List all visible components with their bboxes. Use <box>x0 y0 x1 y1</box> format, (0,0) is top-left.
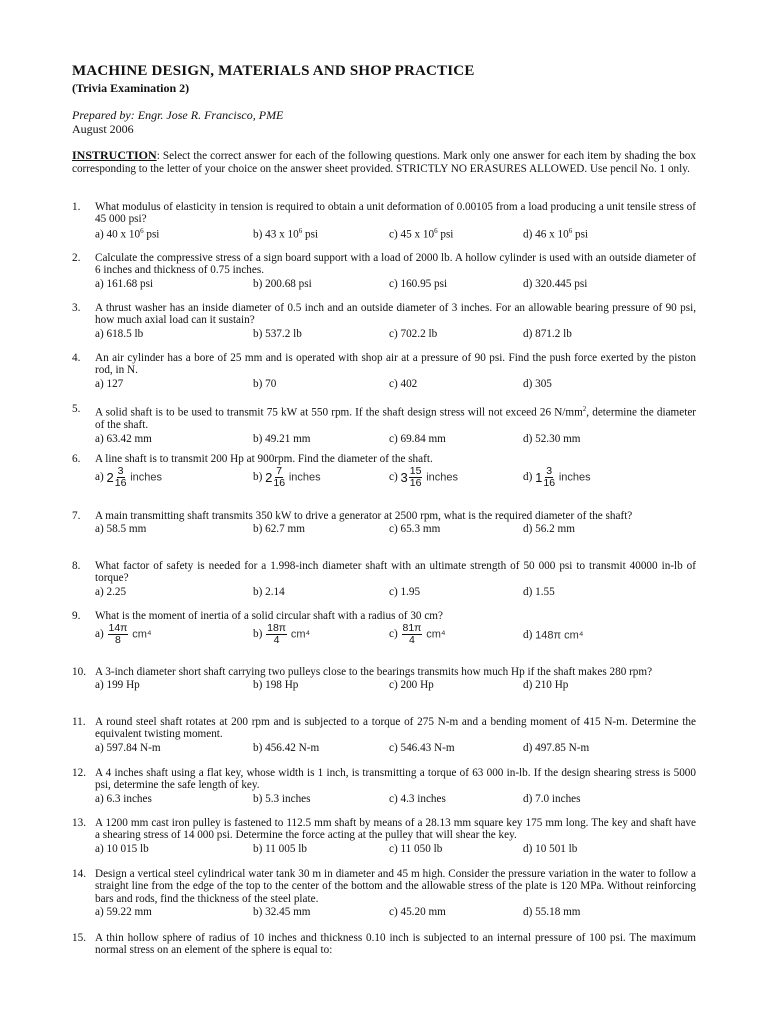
option-a[interactable]: a) 618.5 lb <box>95 327 144 340</box>
option-d[interactable]: d) 10 501 lb <box>523 842 578 855</box>
question-stem: What modulus of elasticity in tension is required to obtain a unit deformation of 0.00105 from a load producing a unit tensile stress of 45 000 psi? <box>95 201 696 226</box>
option-d[interactable]: d) 46 x $10^6$ psi <box>523 226 589 241</box>
option-d[interactable]: d) 55.18 mm <box>523 906 581 919</box>
question-3 <box>72 302 696 342</box>
option-d[interactable]: d) 305 <box>523 377 552 390</box>
option-d[interactable]: d) 7.0 inches <box>523 792 581 805</box>
question-13 <box>72 817 696 857</box>
question-stem: What factor of safety is needed for a 1.998-inch diameter shaft with an ultimate strength of 50 000 psi to transmit 40000 in-lb of torque? <box>95 560 696 585</box>
option-c[interactable]: c) 702.2 lb <box>389 327 438 340</box>
option-b[interactable]: b) 2.14 <box>253 585 285 598</box>
question-number: 6. <box>72 453 81 465</box>
question-number: 14. <box>72 868 86 880</box>
question-15 <box>72 932 696 957</box>
option-b[interactable]: b) 200.68 psi <box>253 277 312 290</box>
option-b[interactable]: b) 49.21 mm <box>253 432 311 445</box>
question-8 <box>72 560 696 600</box>
question-stem: A 1200 mm cast iron pulley is fastened to 112.5 mm shaft by means of a 28.13 mm square key 175 mm long. The key and shaft have a shearing stress of 14 000 psi. Determine the force acting at the pulley that will shear the key. <box>95 817 696 842</box>
option-c[interactable]: c) 1.95 <box>389 585 421 598</box>
option-d[interactable]: d) 1.55 <box>523 585 555 598</box>
option-b[interactable]: b) 537.2 lb <box>253 327 302 340</box>
question-number: 11. <box>72 716 86 728</box>
question-stem: A 4 inches shaft using a flat key, whose width is 1 inch, is transmitting a torque of 63 000 in-lb. If the design shearing stress is 5000 psi, determine the safe length of key. <box>95 767 696 792</box>
option-b[interactable]: b) 5.3 inches <box>253 792 311 805</box>
option-c[interactable]: c) 3 $\frac{15}{16}$ inches <box>389 465 459 490</box>
option-a[interactable]: a) 6.3 inches <box>95 792 152 805</box>
option-b[interactable]: b) 11 005 lb <box>253 842 307 855</box>
instruction-block <box>72 149 696 176</box>
option-b[interactable]: b) 198 Hp <box>253 679 299 692</box>
option-b[interactable]: b) 2 $\frac{7}{16}$ inches <box>253 465 321 490</box>
question-stem: A 3-inch diameter short shaft carrying two pulleys close to the bearings transmits how much Hp if the shaft makes 280 rpm? <box>95 666 653 678</box>
question-number: 2. <box>72 252 81 264</box>
option-b[interactable]: b) 70 <box>253 377 277 390</box>
option-a[interactable]: a) 59.22 mm <box>95 906 152 919</box>
option-c[interactable]: c) 402 <box>389 377 418 390</box>
question-11 <box>72 716 696 756</box>
option-d[interactable]: d) 210 Hp <box>523 679 569 692</box>
question-6 <box>72 453 696 492</box>
question-14 <box>72 868 696 920</box>
option-b[interactable]: b) 43 x $10^6$ psi <box>253 226 319 241</box>
question-stem: Calculate the compressive stress of a sign board support with a load of 2000 lb. A hollow cylinder is used with an outside diameter of 6 inches and thickness of 0.75 inches. <box>95 252 696 277</box>
question-2 <box>72 252 696 292</box>
option-a[interactable]: a) 58.5 mm <box>95 523 147 536</box>
question-stem: A thrust washer has an inside diameter of 0.5 inch and an outside diameter of 3 inches. For an allowable bearing pressure of 90 psi, how much axial load can it sustain? <box>95 302 696 327</box>
prepared-by: Prepared by: Engr. Jose R. Francisco, PME <box>72 108 284 122</box>
option-b[interactable]: b) 456.42 N-m <box>253 741 320 754</box>
document-subtitle: (Trivia Examination 2) <box>72 81 190 95</box>
option-d[interactable]: d) 497.85 N-m <box>523 741 590 754</box>
option-d[interactable]: d) 56.2 mm <box>523 523 575 536</box>
question-number: 13. <box>72 817 86 829</box>
option-d[interactable]: d) 1 $\frac{3}{16}$ inches <box>523 465 591 490</box>
option-c[interactable]: c) $\frac{81\pi}{4}$ cm⁴ <box>389 622 446 647</box>
option-d[interactable]: d) 148π cm⁴ <box>523 629 584 642</box>
instruction-text: : Select the correct answer for each of the following questions. Mark only one answer for each item by shading the box corresponding to the letter of your choice on the answer sheet provided. STRICTLY NO ERASURES ALLOWED. Use pencil No. 1 only. <box>72 150 696 175</box>
question-12 <box>72 767 696 807</box>
option-c[interactable]: c) 546.43 N-m <box>389 741 455 754</box>
option-a[interactable]: a) 127 <box>95 377 124 390</box>
option-c[interactable]: c) 65.3 mm <box>389 523 441 536</box>
option-a[interactable]: a) 2 $\frac{3}{16}$ inches <box>95 465 163 490</box>
question-number: 8. <box>72 560 81 572</box>
option-a[interactable]: a) $\frac{14\pi}{8}$ cm⁴ <box>95 622 152 647</box>
instruction-label: INSTRUCTION <box>72 148 157 162</box>
question-number: 15. <box>72 932 86 944</box>
question-5 <box>72 403 696 447</box>
option-c[interactable]: c) 11 050 lb <box>389 842 443 855</box>
option-a[interactable]: a) 10 015 lb <box>95 842 149 855</box>
option-a[interactable]: a) 63.42 mm <box>95 432 152 445</box>
question-number: 12. <box>72 767 86 779</box>
option-d[interactable]: d) 52.30 mm <box>523 432 581 445</box>
question-stem: A thin hollow sphere of radius of 10 inches and thickness 0.10 inch is subjected to an internal pressure of 100 psi. The maximum normal stress on an element of the sphere is equal to: <box>95 932 696 957</box>
question-number: 4. <box>72 352 81 364</box>
option-a[interactable]: a) 597.84 N-m <box>95 741 161 754</box>
question-number: 5. <box>72 403 81 415</box>
question-1 <box>72 201 696 241</box>
question-stem: An air cylinder has a bore of 25 mm and is operated with shop air at a pressure of 90 psi. Find the push force exerted by the piston rod, in N. <box>95 352 696 377</box>
option-c[interactable]: c) 4.3 inches <box>389 792 446 805</box>
option-c[interactable]: c) 160.95 psi <box>389 277 448 290</box>
option-b[interactable]: b) 32.45 mm <box>253 906 311 919</box>
question-number: 9. <box>72 610 81 622</box>
option-c[interactable]: c) 45 x $10^6$ psi <box>389 226 454 241</box>
option-b[interactable]: b) $\frac{18\pi}{4}$ cm⁴ <box>253 622 311 647</box>
option-c[interactable]: c) 45.20 mm <box>389 906 446 919</box>
question-stem: What is the moment of inertia of a solid circular shaft with a radius of 30 cm? <box>95 610 443 622</box>
question-number: 1. <box>72 201 81 213</box>
option-d[interactable]: d) 871.2 lb <box>523 327 572 340</box>
option-a[interactable]: a) 199 Hp <box>95 679 140 692</box>
option-a[interactable]: a) 40 x $10^6$ psi <box>95 226 160 241</box>
question-7 <box>72 510 696 537</box>
question-number: 3. <box>72 302 81 314</box>
question-4 <box>72 352 696 392</box>
question-number: 7. <box>72 510 81 522</box>
question-stem: A solid shaft is to be used to transmit 75 kW at 550 rpm. If the shaft design stress will not exceed 26 $N/mm^2$, determine the diameter of the shaft. <box>95 405 697 432</box>
option-c[interactable]: c) 69.84 mm <box>389 432 446 445</box>
option-d[interactable]: d) 320.445 psi <box>523 277 588 290</box>
option-b[interactable]: b) 62.7 mm <box>253 523 305 536</box>
question-stem: A main transmitting shaft transmits 350 kW to drive a generator at 2500 rpm, what is the required diameter of the shaft? <box>95 510 633 522</box>
question-stem: A line shaft is to transmit 200 Hp at 900rpm. Find the diameter of the shaft. <box>95 453 433 465</box>
question-stem: A round steel shaft rotates at 200 rpm and is subjected to a torque of 275 N-m and a bending moment of 415 N-m. Determine the equivalent twisting moment. <box>95 716 696 741</box>
document-date: August 2006 <box>72 122 134 136</box>
option-c[interactable]: c) 200 Hp <box>389 679 434 692</box>
question-10 <box>72 666 696 693</box>
question-9 <box>72 610 696 649</box>
option-a[interactable]: a) 161.68 psi <box>95 277 154 290</box>
document-title: MACHINE DESIGN, MATERIALS AND SHOP PRACTICE <box>72 63 475 79</box>
question-number: 10. <box>72 666 86 678</box>
option-a[interactable]: a) 2.25 <box>95 585 127 598</box>
question-stem: Design a vertical steel cylindrical water tank 30 m in diameter and 45 m high. Consider the pressure variation in the water to follow a straight line from the edge of the top to the center of the bottom and the allowable stress of the plate is 120 MPa. Without reinforcing bars and rods, find the thickness of the steel plate. <box>95 868 696 905</box>
